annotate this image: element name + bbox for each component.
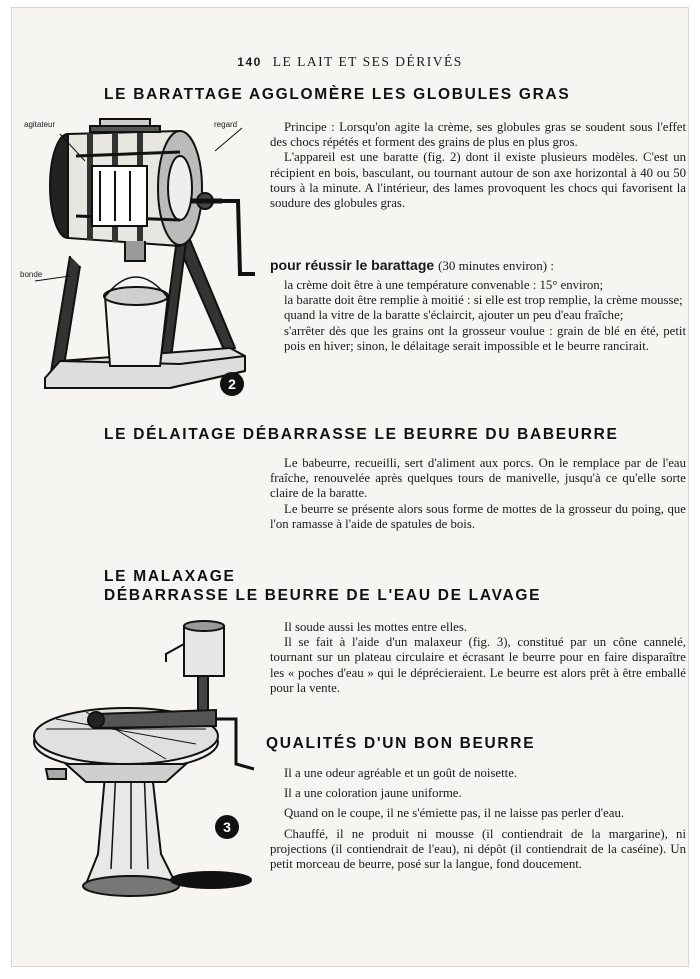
list-item: s'arrêter dès que les grains ont la grosseur voulue : grain de blé en été, petit pois en hiver; sinon, le délaitage serait impossible et le beurre rancirait. <box>284 323 686 353</box>
qualites-text <box>270 766 686 872</box>
label-bonde: bonde <box>20 270 43 279</box>
label-agitateur: agitateur <box>24 120 56 129</box>
qualites-paragraph: Il a une coloration jaune uniforme. <box>284 786 462 801</box>
qualites-paragraph: Quand on le coupe, il ne s'émiette pas, il ne laisse pas perler d'eau. <box>284 806 625 821</box>
reussir-subheading <box>270 257 554 274</box>
book-page <box>12 8 688 966</box>
malaxage-paragraph: Il soude aussi les mottes entre elles. <box>284 620 468 634</box>
heading-delaitage: LE DÉLAITAGE DÉBARRASSE LE BEURRE DU BABEURRE <box>104 426 619 443</box>
delaitage-text <box>270 456 686 532</box>
label-regard: regard <box>214 120 238 129</box>
running-header <box>12 54 688 70</box>
malaxage-text <box>270 620 686 696</box>
figure-number-2: 2 <box>220 372 244 396</box>
list-item: quand la vitre de la baratte s'éclaircit, ajouter un peu d'eau fraîche; <box>284 308 624 323</box>
barattage-text <box>270 120 686 211</box>
heading-malaxage-line1: LE MALAXAGE <box>104 568 236 585</box>
qualites-paragraph: Chauffé, il ne produit ni mousse (il contiendrait de la margarine), ni projections (il contiendrait de l'eau), ni dépôt (il contiendrait de la caséine). Un petit morceau de beurre, posé sur la langue, fond doucement. <box>270 826 686 872</box>
list-item: la baratte doit être remplie à moitié : si elle est trop remplie, la crème mousse; <box>284 293 683 308</box>
malaxeur-illustration <box>26 614 256 914</box>
delaitage-paragraph: Le babeurre, recueilli, sert d'aliment aux porcs. On le remplace par de l'eau fraîche, renouvelée après quelques tours de manivelle, jusqu'à ce qu'elle sorte claire de la baratte. <box>270 456 686 501</box>
page-number: 140 <box>237 55 262 69</box>
heading-barattage: LE BARATTAGE AGGLOMÈRE LES GLOBULES GRAS <box>104 86 571 103</box>
malaxage-paragraph: Il se fait à l'aide d'un malaxeur (fig. 3), constitué par un cône cannelé, tournant sur un plateau circulaire et écrasant le beurre pour en faire disparaître les « poches d'eau » qui le déprécieraient. Le beurre est alors prêt à être emballé pour la vente. <box>270 635 686 695</box>
running-title: LE LAIT ET SES DÉRIVÉS <box>272 54 463 69</box>
baratte-illustration <box>30 116 255 401</box>
list-item: la crème doit être à une température convenable : 15° environ; <box>284 278 604 292</box>
figure-number-3: 3 <box>215 815 239 839</box>
principe-paragraph: Principe : Lorsqu'on agite la crème, ses globules gras se soudent sous l'effet des chocs répétés et forment des grains de plus en plus gros. <box>270 120 686 150</box>
heading-qualites: QUALITÉS D'UN BON BEURRE <box>266 735 536 752</box>
qualites-paragraph: Il a une odeur agréable et un goût de noisette. <box>284 766 518 780</box>
reussir-note: (30 minutes environ) : <box>438 258 554 273</box>
reussir-title: pour réussir le barattage <box>270 257 435 273</box>
heading-malaxage-line2: DÉBARRASSE LE BEURRE DE L'EAU DE LAVAGE <box>104 587 542 604</box>
reussir-list <box>270 278 686 354</box>
appareil-paragraph: L'appareil est une baratte (fig. 2) dont il existe plusieurs modèles. C'est un récipient en bois, basculant, ou tournant autour de son axe horizontal à 40 ou 50 tours à la minute. A l'intérieur, des lames provoquent les chocs qui favorisent la soudure des globules gras. <box>270 150 686 211</box>
delaitage-paragraph: Le beurre se présente alors sous forme de mottes de la grosseur du poing, que l'on ramasse à l'aide de spatules de bois. <box>270 501 686 531</box>
